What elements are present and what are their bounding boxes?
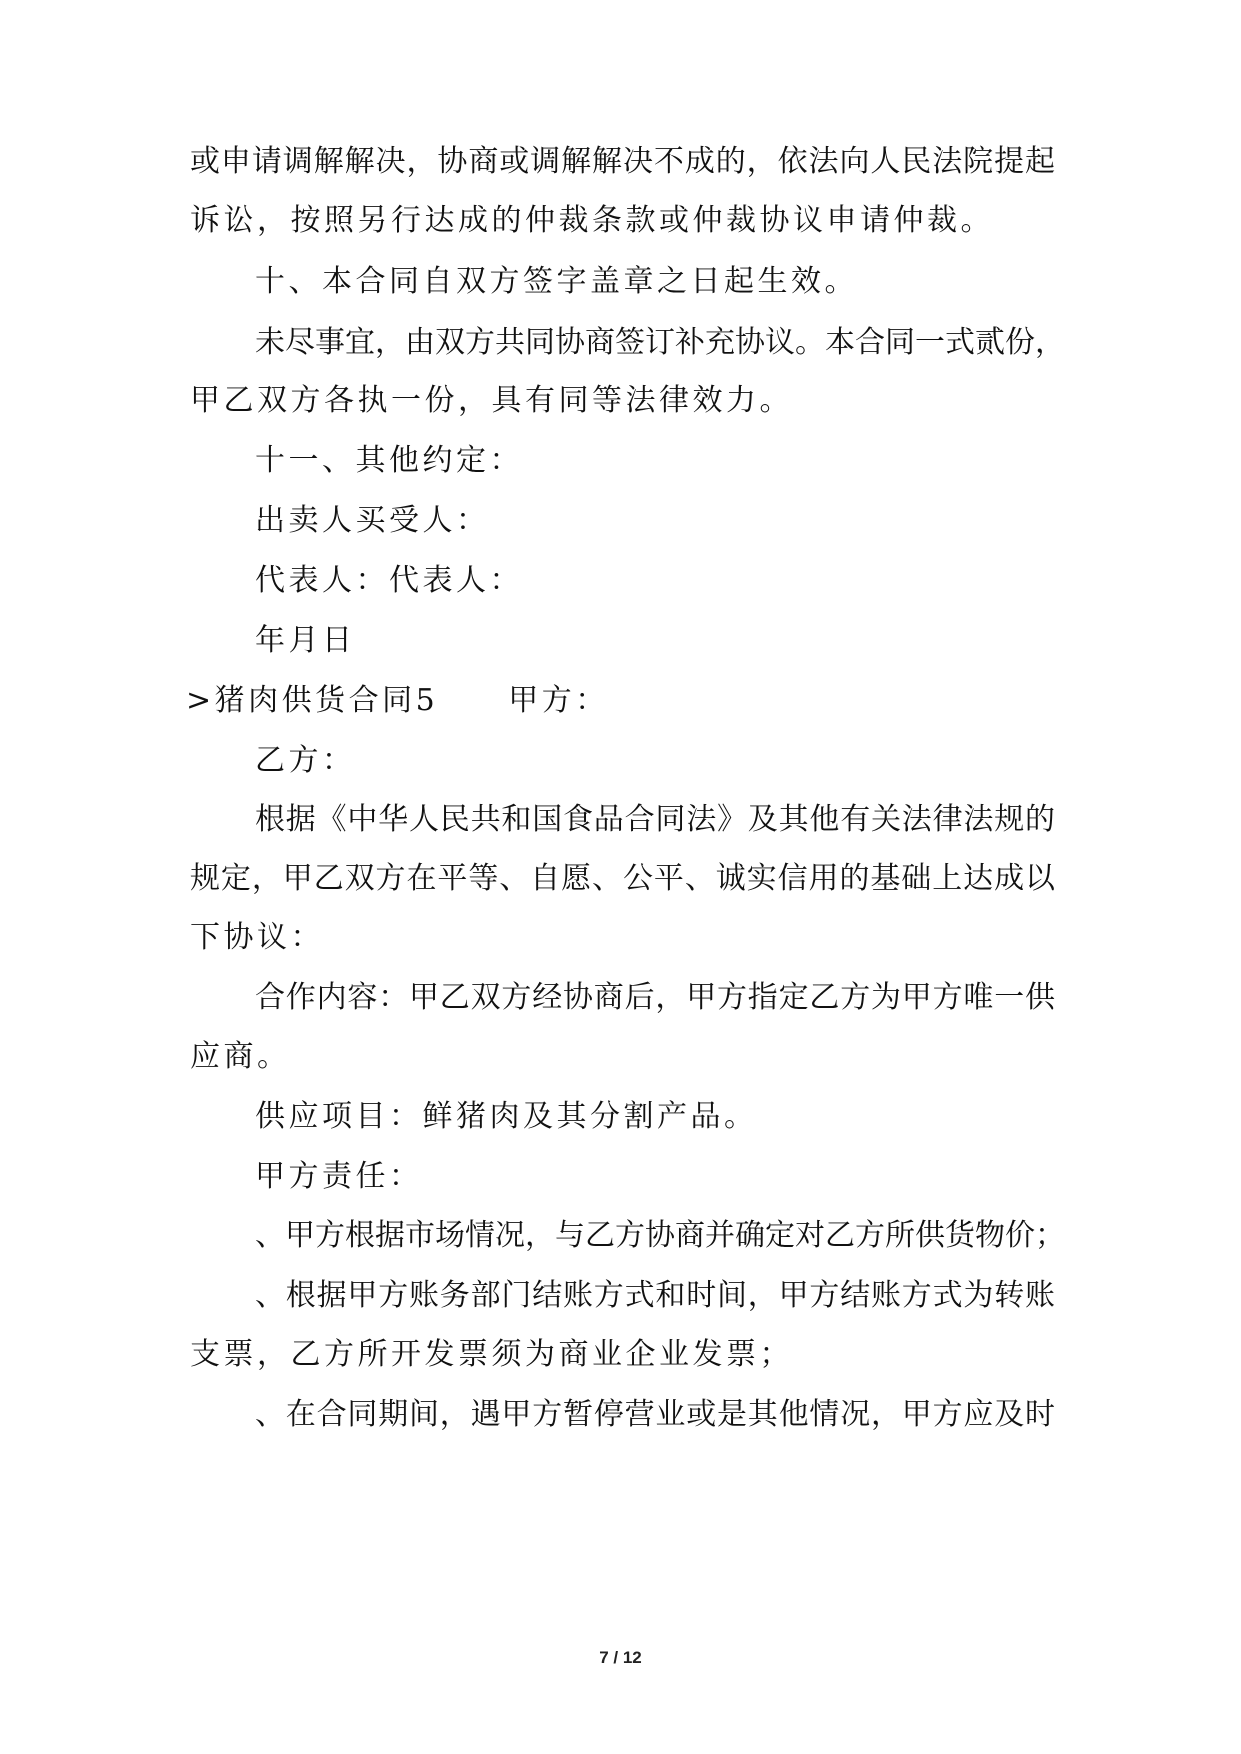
text-line: 、甲方根据市场情况，与乙方协商并确定对乙方所供货物价； [255, 1218, 1065, 1253]
party-b-label: 乙方： [255, 743, 356, 778]
contract-title: >猪肉供货合同5 [186, 683, 439, 718]
signature-line: 代表人：代表人： [255, 563, 523, 598]
text-line: 、在合同期间，遇甲方暂停营业或是其他情况，甲方应及时 [255, 1397, 1055, 1432]
text-line: 根据《中华人民共和国食品合同法》及其他有关法律法规的 [255, 802, 1055, 837]
text-line: 诉讼，按照另行达成的仲裁条款或仲裁协议申请仲裁。 [190, 203, 994, 238]
section-heading: 十一、其他约定： [255, 443, 523, 478]
page-number: 7 / 12 [599, 1648, 642, 1667]
text-line: 或申请调解解决，协商或调解解决不成的，依法向人民法院提起 [190, 144, 1055, 179]
date-line: 年月日 [255, 623, 356, 658]
text-line: 未尽事宜，由双方共同协商签订补充协议。本合同一式贰份， [255, 325, 1065, 360]
text-line: 支票，乙方所开发票须为商业企业发票； [190, 1337, 793, 1372]
text-line: 供应项目：鲜猪肉及其分割产品。 [255, 1099, 758, 1134]
signature-line: 出卖人买受人： [255, 503, 490, 538]
text-line: 规定，甲乙双方在平等、自愿、公平、诚实信用的基础上达成以 [190, 861, 1055, 896]
text-line: 下协议： [190, 920, 324, 955]
text-line: 合作内容：甲乙双方经协商后，甲方指定乙方为甲方唯一供 [255, 980, 1055, 1015]
party-a-label: 甲方： [508, 683, 609, 718]
text-line: 应商。 [190, 1039, 291, 1074]
text-line: 、根据甲方账务部门结账方式和时间，甲方结账方式为转账 [255, 1278, 1055, 1313]
contract-title-line [186, 681, 609, 721]
text-line: 甲乙双方各执一份，具有同等法律效力。 [190, 383, 793, 418]
text-line: 甲方责任： [255, 1159, 423, 1194]
text-line: 十、本合同自双方签字盖章之日起生效。 [255, 264, 858, 299]
